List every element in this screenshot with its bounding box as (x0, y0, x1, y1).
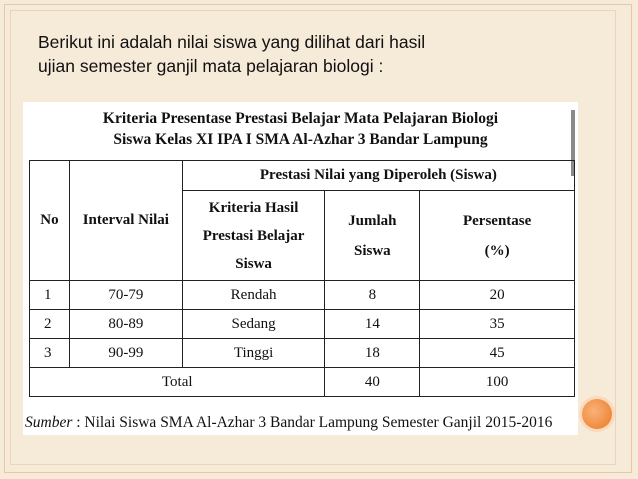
total-persen: 100 (420, 368, 575, 397)
cell-interval: 80-89 (69, 310, 182, 339)
intro-text (38, 30, 558, 78)
header-interval: Interval Nilai (69, 161, 182, 281)
cell-interval: 70-79 (69, 281, 182, 310)
header-kriteria-line-3: Siswa (235, 255, 272, 272)
document-image (23, 102, 578, 435)
header-group: Prestasi Nilai yang Diperoleh (Siswa) (182, 161, 574, 191)
header-jumlah-line-2: Siswa (354, 242, 391, 259)
cell-persen: 45 (420, 339, 575, 368)
header-persen (420, 191, 575, 281)
total-row (30, 368, 575, 397)
grades-table (29, 160, 575, 397)
cell-jumlah: 14 (325, 310, 420, 339)
header-kriteria-line-2: Prestasi Belajar (202, 227, 305, 244)
cell-kriteria: Sedang (182, 310, 325, 339)
document-title (23, 108, 578, 150)
header-persen-line-2: (%) (484, 242, 510, 259)
cell-jumlah: 8 (325, 281, 420, 310)
cell-kriteria: Rendah (182, 281, 325, 310)
header-persen-line-1: Persentase (462, 212, 532, 229)
document-title-line-1: Kriteria Presentase Prestasi Belajar Mata Pelajaran Biologi (102, 110, 499, 127)
cell-no: 3 (30, 339, 70, 368)
table-row (30, 339, 575, 368)
intro-line-2: ujian semester ganjil mata pelajaran biologi : (38, 56, 384, 76)
cell-kriteria: Tinggi (182, 339, 325, 368)
table-row (30, 310, 575, 339)
source-label: Sumber (25, 414, 73, 431)
header-jumlah-line-1: Jumlah (348, 212, 397, 229)
decorative-circle (582, 399, 612, 429)
header-no: No (30, 161, 70, 281)
source-note (25, 414, 585, 432)
intro-line-1: Berikut ini adalah nilai siswa yang dilihat dari hasil (38, 32, 426, 52)
header-kriteria (182, 191, 325, 281)
table-row (30, 281, 575, 310)
cell-persen: 35 (420, 310, 575, 339)
cell-persen: 20 (420, 281, 575, 310)
document-title-line-2: Siswa Kelas XI IPA I SMA Al-Azhar 3 Bandar Lampung (113, 131, 488, 148)
total-label: Total (30, 368, 325, 397)
cell-no: 1 (30, 281, 70, 310)
header-jumlah (325, 191, 420, 281)
total-jumlah: 40 (325, 368, 420, 397)
cell-interval: 90-99 (69, 339, 182, 368)
cell-jumlah: 18 (325, 339, 420, 368)
source-text: : Nilai Siswa SMA Al-Azhar 3 Bandar Lampung Semester Ganjil 2015-2016 (72, 414, 553, 431)
header-kriteria-line-1: Kriteria Hasil (208, 199, 299, 216)
cell-no: 2 (30, 310, 70, 339)
